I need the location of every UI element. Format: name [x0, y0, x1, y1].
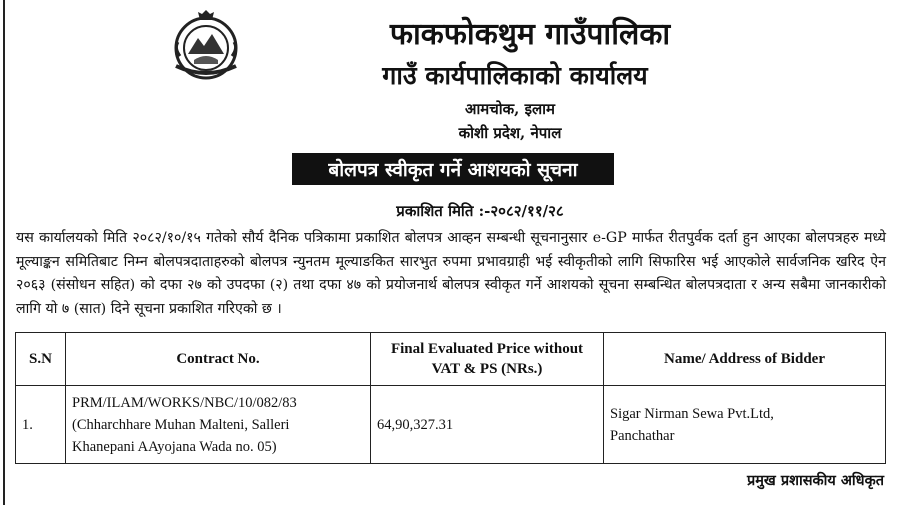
contract-line-3: Khanepani AAyojana Wada no. 05) — [72, 438, 277, 455]
row-bidder — [604, 386, 886, 464]
bid-award-table — [15, 332, 886, 464]
header-price-line-2: VAT & PS (NRs.) — [431, 361, 543, 377]
notice-title: बोलपत्र स्वीकृत गर्ने आशयको सूचना — [328, 159, 578, 181]
signatory-title: प्रमुख प्रशासकीय अधिकृत — [747, 472, 884, 489]
contract-line-2: (Chharchhare Muhan Malteni, Salleri — [72, 416, 290, 433]
page-edge-rule — [3, 0, 5, 505]
bidder-line-2: Panchathar — [610, 427, 675, 444]
bidder-line-1: Sigar Nirman Sewa Pvt.Ltd, — [610, 405, 774, 422]
row-contract — [66, 386, 371, 464]
notice-title-banner — [292, 153, 614, 185]
address-line-1: आमचोक, इलाम — [464, 100, 556, 118]
published-date: प्रकाशित मिति :-२०८२/११/२८ — [396, 202, 564, 220]
header-bidder: Name/ Address of Bidder — [604, 333, 886, 386]
contract-line-1: PRM/ILAM/WORKS/NBC/10/082/83 — [72, 394, 297, 411]
header-contract: Contract No. — [66, 333, 371, 386]
office-name: गाउँ कार्यपालिकाको कार्यालय — [382, 61, 648, 90]
notice-body: यस कार्यालयको मिति २०८२/१०/१५ गतेको सौर्य दैनिक पत्रिकामा प्रकाशित बोलपत्र आव्हन सम्बन्धी सूचनानुसार e-GP मार्फत रीतपुर्वक दर्ता हुन आएका बोलपत्रहरु मध्ये मूल्याङ्कन समितिबाट निम्न बोलपत्रदाताहरुको बोलपत्र न्युनतम मूल्याङकित सारभुत रुपमा प्रभावग्राही भई स्वीकृतीको लागि सिफारिस भई आएकोले सार्वजनिक खरिद ऐन २०६३ (संसोधन सहित) को दफा २७ को उपदफा (२) तथा दफा ४७ को प्रयोजनार्थ बोलपत्र स्वीकृत गर्ने आशयको सूचना सम्बन्धित बोलपत्रदाता र अन्य सबैमा जानकारीको लागि यो ७ (सात) दिने सूचना प्रकाशित गरिएको छ । — [16, 230, 886, 317]
table-row — [16, 386, 886, 464]
row-price: 64,90,327.31 — [371, 386, 604, 464]
row-sn: 1. — [16, 386, 66, 464]
address-line-2: कोशी प्रदेश, नेपाल — [458, 124, 562, 142]
header-price-line-1: Final Evaluated Price without — [390, 341, 584, 357]
municipality-name: फाकफोकथुम गाउँपालिका — [389, 17, 671, 52]
header-sn: S.N — [16, 333, 66, 386]
table-header-row — [16, 333, 886, 386]
header-price — [371, 333, 604, 386]
